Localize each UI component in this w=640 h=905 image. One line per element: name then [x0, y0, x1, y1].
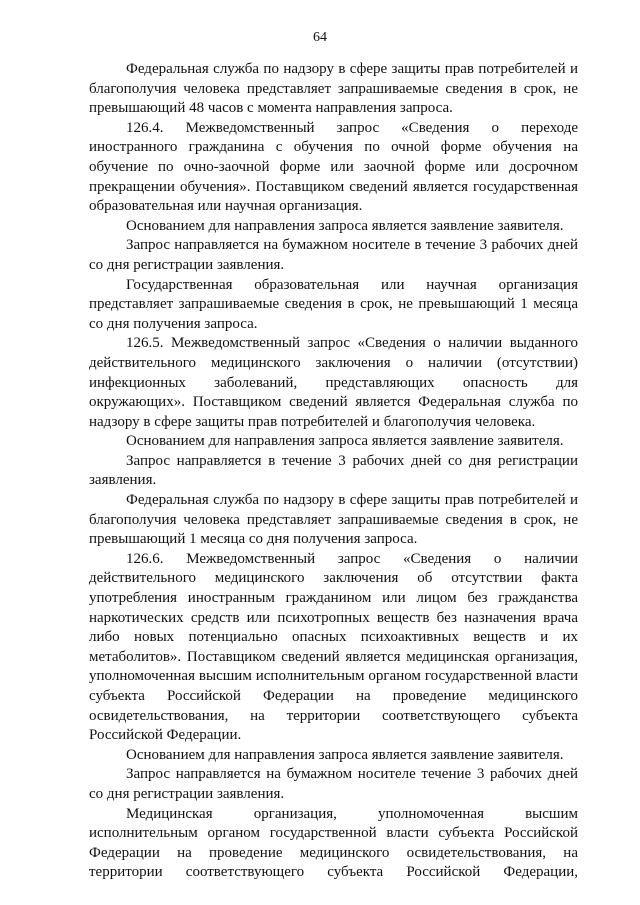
paragraph: Федеральная служба по надзору в сфере защиты прав потребителей и благополучия человека представляет запрашиваемые сведения в срок, не превышающий 48 часов с момента направления запроса. [89, 61, 578, 117]
document-body [89, 60, 578, 883]
paragraph: Основанием для направления запроса является заявление заявителя. [126, 433, 564, 450]
paragraph: Федеральная служба по надзору в сфере защиты прав потребителей и благополучия человека представляет запрашиваемые сведения в срок, не превышающий 1 месяца со дня получения запроса. [89, 492, 578, 548]
paragraph: Запрос направляется на бумажном носителе в течение 3 рабочих дней со дня регистрации заявления. [89, 237, 578, 273]
paragraph: 126.6. Межведомственный запрос «Сведения о наличии действительного медицинского заключения об отсутствии факта употребления иностранным гражданином или лицом без гражданства наркотических средств или психотропных веществ без назначения врача либо новых потенциально опасных психоактивных веществ и их метаболитов». Поставщиком сведений является медицинская организация, уполномоченная высшим исполнительным органом государственной власти субъекта Российской Федерации на проведение медицинского освидетельствования, на территории соответствующего субъекта Российской Федерации. [89, 550, 578, 744]
paragraph: 126.5. Межведомственный запрос «Сведения о наличии выданного действительного медицинского заключения о наличии (отсутствии) инфекционных заболеваний, представляющих опасность для окружающих». Поставщиком сведений является Федеральная служба по надзору в сфере защиты прав потребителей и благополучия человека. [89, 335, 578, 430]
paragraph: 126.4. Межведомственный запрос «Сведения о переходе иностранного гражданина с обучения по очной форме обучения на обучение по очно-заочной форме или заочной форме или досрочном прекращении обучения». Поставщиком сведений является государственная образовательная или научная организация. [89, 119, 578, 215]
paragraph: Государственная образовательная или научная организация представляет запрашиваемые сведения в срок, не превышающий 1 месяца со дня получения запроса. [89, 276, 578, 332]
page-number: 64 [313, 30, 327, 45]
paragraph: Основанием для направления запроса является заявление заявителя. [126, 746, 564, 763]
paragraph: Медицинская организация, уполномоченная высшим исполнительным органом государственной власти субъекта Российской Федерации на проведение медицинского освидетельствования, на территории соответствующего субъекта Российской Федерации, [89, 805, 578, 881]
paragraph: Запрос направляется в течение 3 рабочих дней со дня регистрации заявления. [89, 452, 578, 489]
paragraph: Основанием для направления запроса является заявление заявителя. [126, 217, 564, 234]
paragraph: Запрос направляется на бумажном носителе течение 3 рабочих дней со дня регистрации заявления. [89, 766, 578, 802]
